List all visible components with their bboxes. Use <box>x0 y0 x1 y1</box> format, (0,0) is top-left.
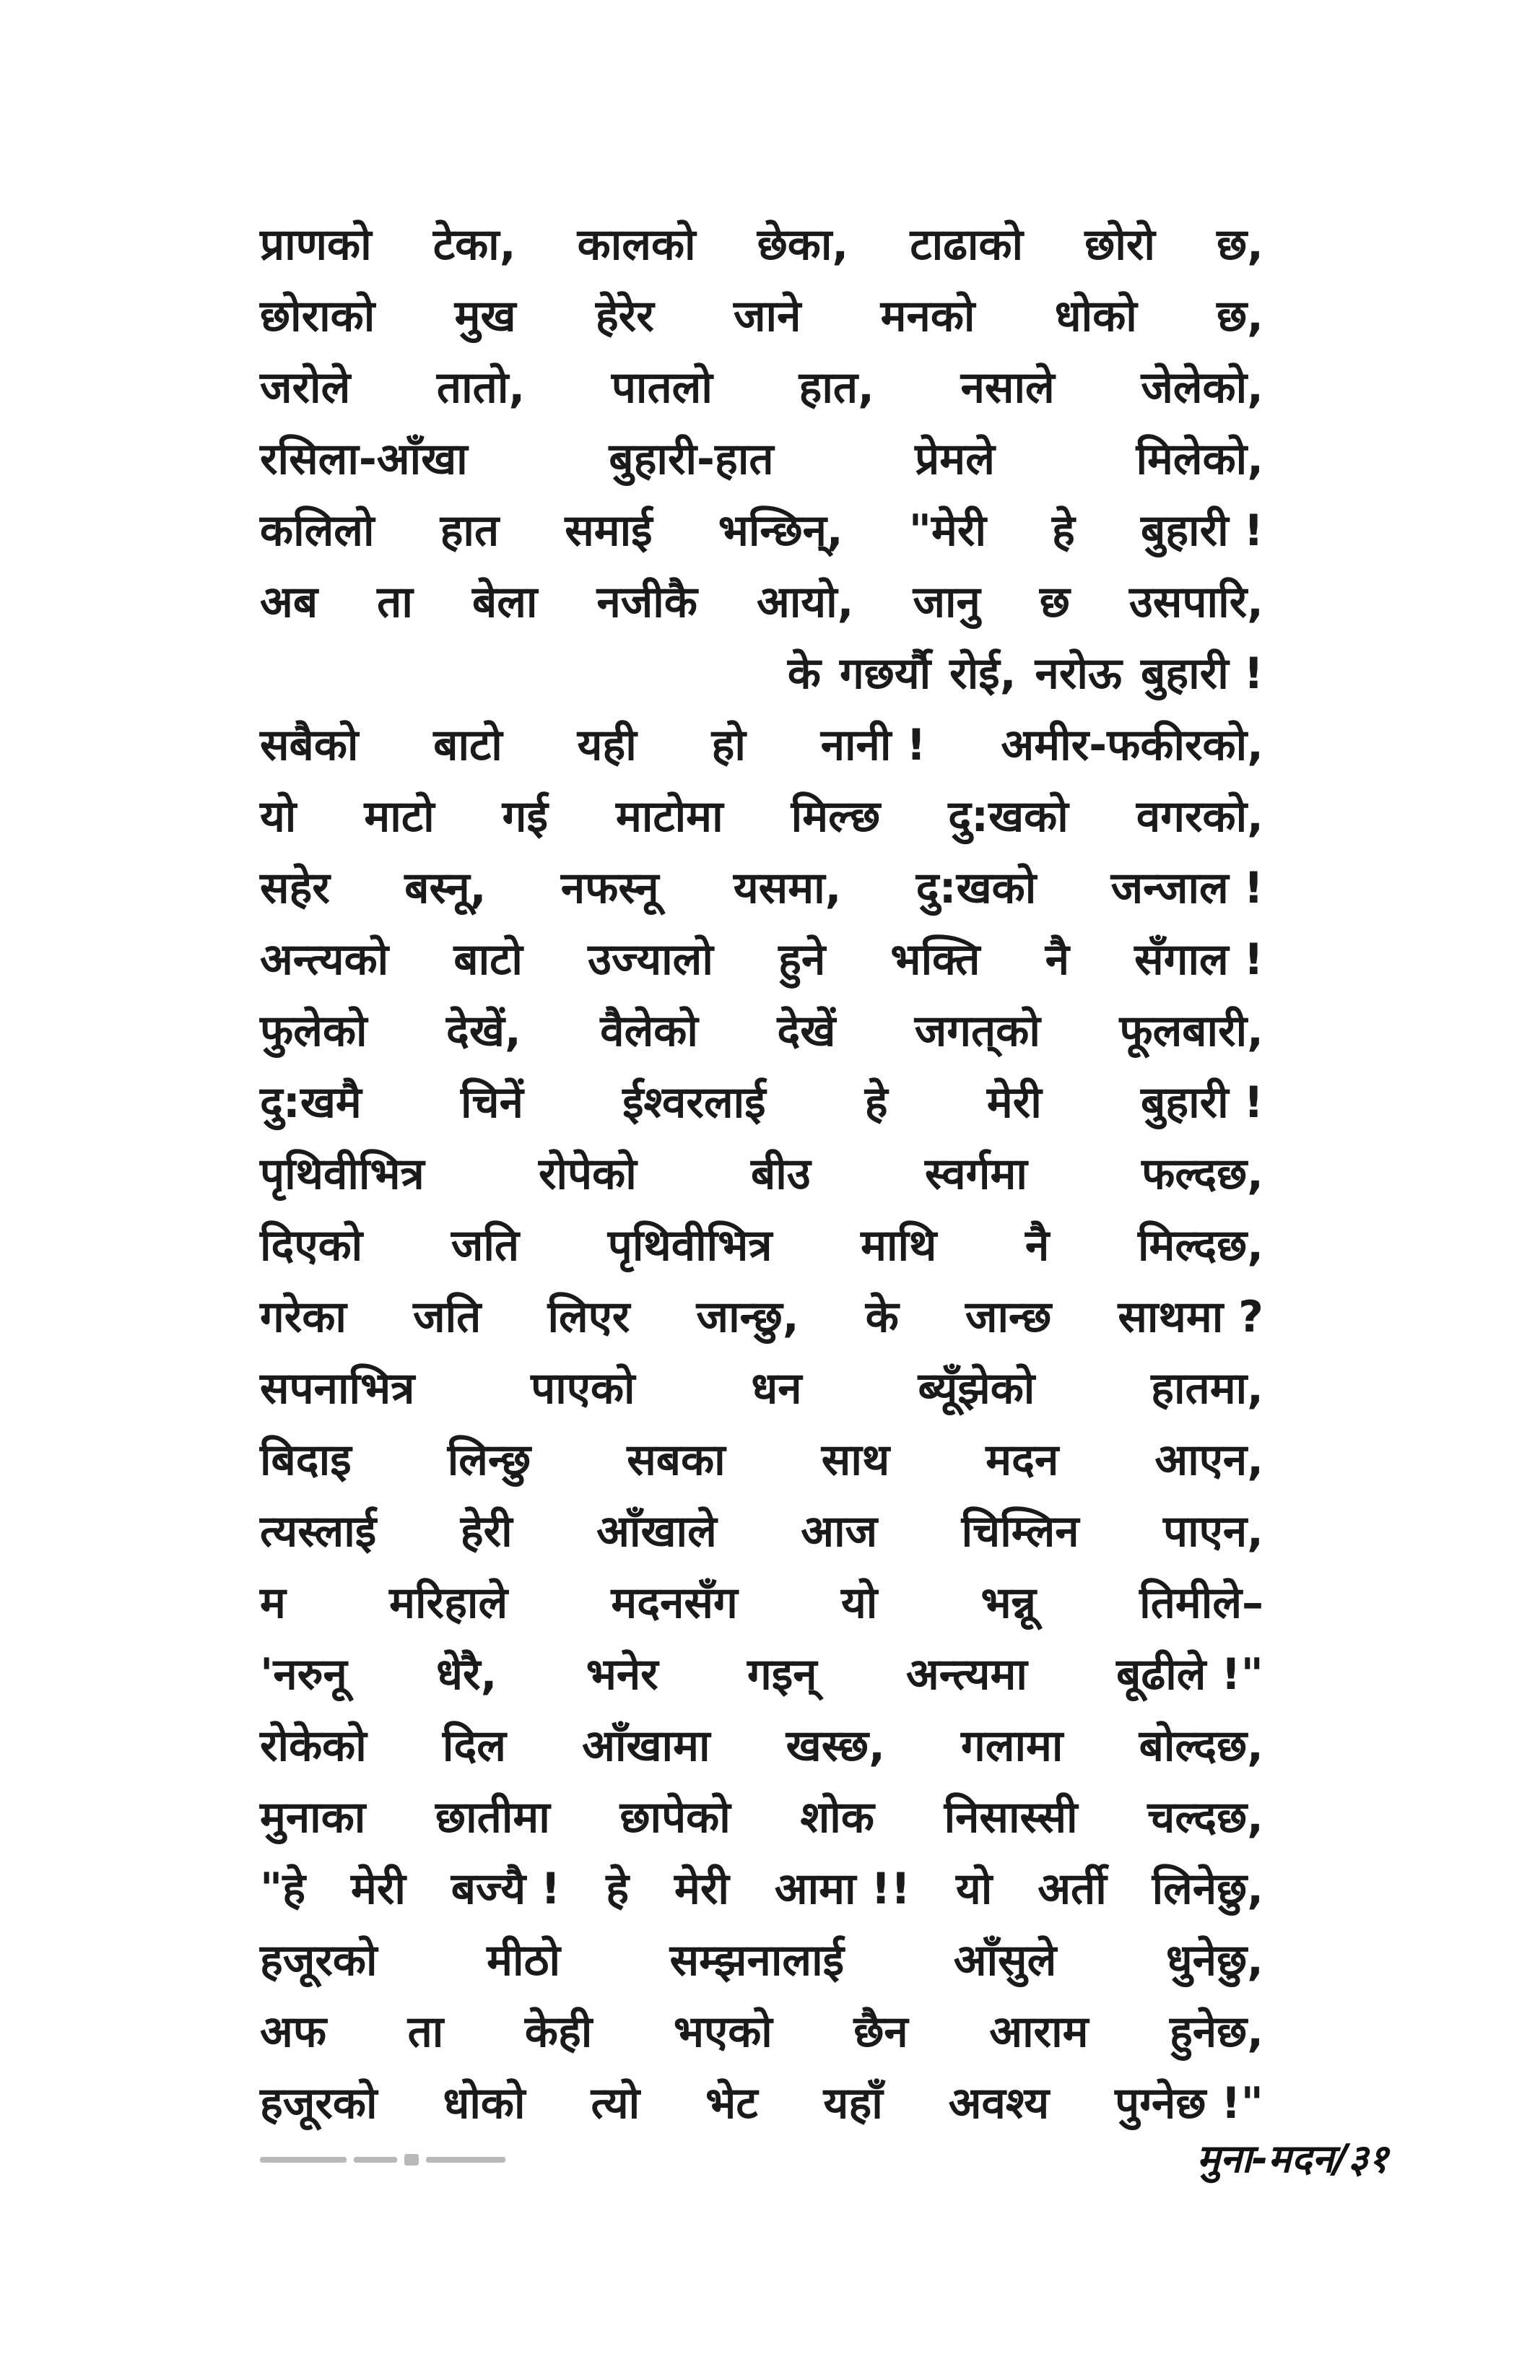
poem-word: सबका <box>627 1435 726 1485</box>
poem-word: मिल्छ <box>791 791 881 842</box>
poem-word: सम्झनालाई <box>669 1935 845 1986</box>
poem-line <box>260 1210 1263 1282</box>
poem-word: मदनसँग <box>611 1578 738 1628</box>
poem-word: मदन <box>986 1435 1059 1485</box>
poem-line <box>260 1282 1263 1353</box>
poem-word: बुहारी ! <box>1140 1077 1263 1128</box>
poem-word: नानी ! <box>820 720 926 770</box>
poem-word: धन <box>751 1363 802 1414</box>
poem-word: बिदाइ <box>260 1435 352 1485</box>
poem-word: छ <box>1039 577 1070 627</box>
poem-word: पाएको <box>531 1363 635 1414</box>
poem-word: वैलेको <box>600 1006 698 1056</box>
poem-word: यो <box>260 791 297 842</box>
poem-word: हजूरको <box>260 2078 378 2129</box>
poem-word: मेरी <box>986 1077 1042 1128</box>
poem-word: आयो, <box>756 577 854 627</box>
poem-line <box>260 281 1263 352</box>
poem-word: रसिला-आँखा <box>260 434 468 485</box>
poem-word: मेरी <box>674 1864 729 1914</box>
poem-word: टाढाको <box>910 220 1024 270</box>
poem-word: छैन <box>853 2007 908 2057</box>
poem-line <box>260 1496 1263 1568</box>
poem-word: सपनाभित्र <box>260 1363 415 1414</box>
poem-word: माटोमा <box>615 791 723 842</box>
poem-word: माटो <box>364 791 435 842</box>
poem-word: जरोले <box>260 362 351 413</box>
poem-word: बाटो <box>453 934 523 985</box>
poem-word: आराम <box>989 2007 1089 2057</box>
poem-word: यही <box>577 720 637 770</box>
poem-word: आमा !! <box>774 1864 911 1914</box>
poem-word: केही <box>524 2007 593 2057</box>
poem-word: छातीमा <box>435 1792 550 1843</box>
poem-line <box>260 209 1263 281</box>
poem-word: हुनेछ, <box>1169 2007 1263 2057</box>
poem-word: बज्यै ! <box>451 1864 561 1914</box>
poem-line <box>260 1568 1263 1639</box>
poem-word: हे <box>864 1077 888 1128</box>
poem-word: ता <box>377 577 413 627</box>
poem-word: कलिलो <box>260 505 375 556</box>
poem-line <box>260 495 1263 567</box>
poem-word: म <box>260 1578 286 1628</box>
poem-word: फूलबारी, <box>1119 1006 1263 1056</box>
poem-word: छोराको <box>260 291 375 342</box>
poem-word: रोकेको <box>260 1721 367 1771</box>
poem-word: दिल <box>442 1721 506 1771</box>
poem-word: प्राणको <box>260 220 372 270</box>
poem-word: समाई <box>565 505 653 556</box>
poem-word: छ, <box>1217 291 1263 342</box>
poem-word: हेरी <box>460 1506 513 1557</box>
poem-word: नफस्नू <box>560 863 659 913</box>
poem-word: फुलेको <box>260 1006 367 1056</box>
poem-word: चिनें <box>460 1077 523 1128</box>
poem-word: दु:खको <box>948 791 1069 842</box>
poem-line <box>260 781 1263 853</box>
poem-word: तातो, <box>436 362 526 413</box>
poem-word: मिल्दछ, <box>1138 1220 1263 1271</box>
poem-word: पृथिवीभित्र <box>607 1220 773 1271</box>
poem-word: आएन, <box>1154 1435 1263 1485</box>
poem-word: बुहारी-हात <box>609 434 774 485</box>
poem-line <box>260 996 1263 1067</box>
poem-word: पृथिवीभित्र <box>260 1149 425 1199</box>
poem-word: के <box>865 1292 899 1342</box>
poem-word: चिम्लिन <box>961 1506 1079 1557</box>
poem-word: धेरै, <box>436 1649 497 1700</box>
poem-word: रोपेको <box>538 1149 637 1199</box>
poem-word: दु:खको <box>915 863 1037 913</box>
poem-line <box>260 1997 1263 2068</box>
poem-line <box>260 1925 1263 1997</box>
poem-word: आँखामा <box>582 1721 710 1771</box>
poem-word: यहाँ <box>823 2078 883 2129</box>
poem-word: जति <box>451 1220 520 1271</box>
poem-word: मुनाका <box>260 1792 366 1843</box>
page-label: मुना-मदन/३१ <box>1196 2136 1388 2181</box>
poem-word: के <box>787 648 821 699</box>
poem-word: लिन्छु <box>447 1435 531 1485</box>
poem-word: नरोऊ <box>1035 648 1122 699</box>
poem-word: गछर्यौ <box>839 648 931 699</box>
poem-word: जगत्‌को <box>914 1006 1040 1056</box>
poem-word: भक्ति <box>890 934 980 985</box>
poem-word: कालको <box>577 220 696 270</box>
poem-word: देखें, <box>446 1006 521 1056</box>
poem-line <box>260 638 1263 710</box>
poem-word: जानु <box>913 577 980 627</box>
poem-word: हजूरको <box>260 1935 378 1986</box>
poem-word: पाएन, <box>1163 1506 1263 1557</box>
poem-word: अर्ती <box>1037 1864 1107 1914</box>
poem-line <box>260 1782 1263 1854</box>
poem-word: देखें <box>777 1006 836 1056</box>
poem-word: मीठो <box>487 1935 560 1986</box>
poem-word: जन्जाल ! <box>1110 863 1263 913</box>
poem-word: स्वर्गमा <box>924 1149 1027 1199</box>
poem-word: पातलो <box>611 362 713 413</box>
poem-word: नसाले <box>960 362 1055 413</box>
poem-word: जति <box>413 1292 482 1342</box>
poem-word: गलामा <box>961 1721 1063 1771</box>
poem-word: निसास्सी <box>944 1792 1078 1843</box>
poem-line <box>260 1639 1263 1711</box>
poem-word: बस्नू, <box>404 863 487 913</box>
poem-word: मरिहाले <box>389 1578 508 1628</box>
poem-word: उज्यालो <box>588 934 713 985</box>
poem-word: सहेर <box>260 863 330 913</box>
poem-word: साथ <box>821 1435 890 1485</box>
poem-line <box>260 352 1263 424</box>
poem-word: अन्त्यमा <box>905 1649 1027 1700</box>
poem-word: हे <box>1052 505 1075 556</box>
poem-text <box>260 209 1263 2140</box>
poem-word: मनको <box>880 291 975 342</box>
poem-word: छेका, <box>757 220 849 270</box>
poem-word: बेला <box>471 577 538 627</box>
poem-word: आँसुले <box>953 1935 1057 1986</box>
poem-word: बोल्दछ, <box>1139 1721 1263 1771</box>
poem-word: जाने <box>734 291 801 342</box>
poem-word: खस्छ, <box>786 1721 885 1771</box>
poem-word: यसमा, <box>733 863 842 913</box>
poem-word: "हे <box>260 1864 306 1914</box>
poem-word: टेका, <box>432 220 516 270</box>
poem-word: तिमीले– <box>1139 1578 1263 1628</box>
poem-word: रोई, <box>949 648 1017 699</box>
poem-word: भेट <box>705 2078 758 2129</box>
poem-word: ता <box>407 2007 444 2057</box>
poem-word: हुने <box>778 934 826 985</box>
poem-line <box>260 424 1263 495</box>
poem-word: बुहारी ! <box>1141 648 1263 699</box>
poem-word: अन्त्यको <box>260 934 389 985</box>
poem-word: हे <box>606 1864 630 1914</box>
poem-word: धोको <box>1054 291 1137 342</box>
poem-line <box>260 1139 1263 1210</box>
poem-word: पुग्नेछ !" <box>1115 2078 1263 2129</box>
poem-line <box>260 1854 1263 1925</box>
poem-line <box>260 924 1263 996</box>
poem-word: दिएको <box>260 1220 363 1271</box>
poem-word: हेरेर <box>595 291 654 342</box>
poem-word: गइन् <box>747 1649 817 1700</box>
poem-word: वगरको, <box>1136 791 1263 842</box>
poem-word: त्यस्लाई <box>260 1506 377 1557</box>
poem-word: आँखाले <box>596 1506 717 1557</box>
poem-word: मिलेको, <box>1136 434 1263 485</box>
poem-word: धोको <box>443 2078 526 2129</box>
poem-word: भन्नू <box>980 1578 1036 1628</box>
poem-word: लिनेछु, <box>1152 1864 1263 1914</box>
poem-word: यो <box>956 1864 993 1914</box>
poem-word: नजीकै <box>596 577 697 627</box>
poem-line <box>260 1067 1263 1139</box>
poem-word: मुख <box>454 291 516 342</box>
poem-word: अवश्य <box>948 2078 1050 2129</box>
poem-line <box>260 567 1263 638</box>
poem-word: बूढीले !" <box>1116 1649 1263 1700</box>
poem-word: गई <box>502 791 548 842</box>
poem-word: जेलेको, <box>1141 362 1263 413</box>
poem-word: प्रेमले <box>915 434 995 485</box>
poem-word: धुनेछु, <box>1165 1935 1263 1986</box>
poem-word: त्यो <box>591 2078 640 2129</box>
poem-word: नै <box>1045 934 1069 985</box>
poem-word: भनेर <box>586 1649 658 1700</box>
poem-word: भन्छिन्, <box>718 505 843 556</box>
poem-word: शोक <box>800 1792 874 1843</box>
footer-publisher-smudge <box>260 2152 578 2168</box>
poem-word: हो <box>711 720 746 770</box>
poem-word: माथि <box>861 1220 937 1271</box>
poem-word: छ, <box>1217 220 1263 270</box>
poem-word: भएको <box>673 2007 773 2057</box>
poem-word: सँगाल ! <box>1134 934 1263 985</box>
poem-word: हात, <box>799 362 874 413</box>
poem-word: फल्दछ, <box>1141 1149 1263 1199</box>
poem-word: हातमा, <box>1151 1363 1263 1414</box>
poem-word: छापेको <box>619 1792 731 1843</box>
poem-word: ब्यूँझेको <box>918 1363 1035 1414</box>
poem-line <box>260 1711 1263 1782</box>
poem-word: बाटो <box>433 720 503 770</box>
poem-line <box>260 710 1263 781</box>
poem-word: छोरो <box>1084 220 1155 270</box>
poem-word: "मेरी <box>908 505 986 556</box>
poem-word: 'नरुनू <box>260 1649 347 1700</box>
poem-word: अफ <box>260 2007 327 2057</box>
poem-word: ईश्वरलाई <box>622 1077 766 1128</box>
poem-word: हात <box>440 505 500 556</box>
poem-word: नै <box>1025 1220 1050 1271</box>
poem-line <box>260 853 1263 924</box>
poem-word: उसपारि, <box>1129 577 1263 627</box>
poem-word: अमीर-फकीरको, <box>1001 720 1263 770</box>
poem-word: साथमा ? <box>1118 1292 1263 1342</box>
poem-word: मेरी <box>350 1864 406 1914</box>
poem-line <box>260 1425 1263 1496</box>
poem-word: आज <box>801 1506 878 1557</box>
poem-word: गरेका <box>260 1292 347 1342</box>
poem-word: बुहारी ! <box>1140 505 1263 556</box>
poem-line <box>260 1353 1263 1425</box>
poem-word: चल्दछ, <box>1147 1792 1263 1843</box>
poem-word: सबैको <box>260 720 359 770</box>
poem-line <box>260 2068 1263 2140</box>
poem-word: जान्छ <box>965 1292 1052 1342</box>
poem-word: दु:खमै <box>260 1077 362 1128</box>
poem-word: बीउ <box>751 1149 811 1199</box>
poem-word: जान्छु, <box>696 1292 799 1342</box>
poem-word: यो <box>840 1578 878 1628</box>
poem-word: लिएर <box>547 1292 630 1342</box>
poem-word: अब <box>260 577 318 627</box>
